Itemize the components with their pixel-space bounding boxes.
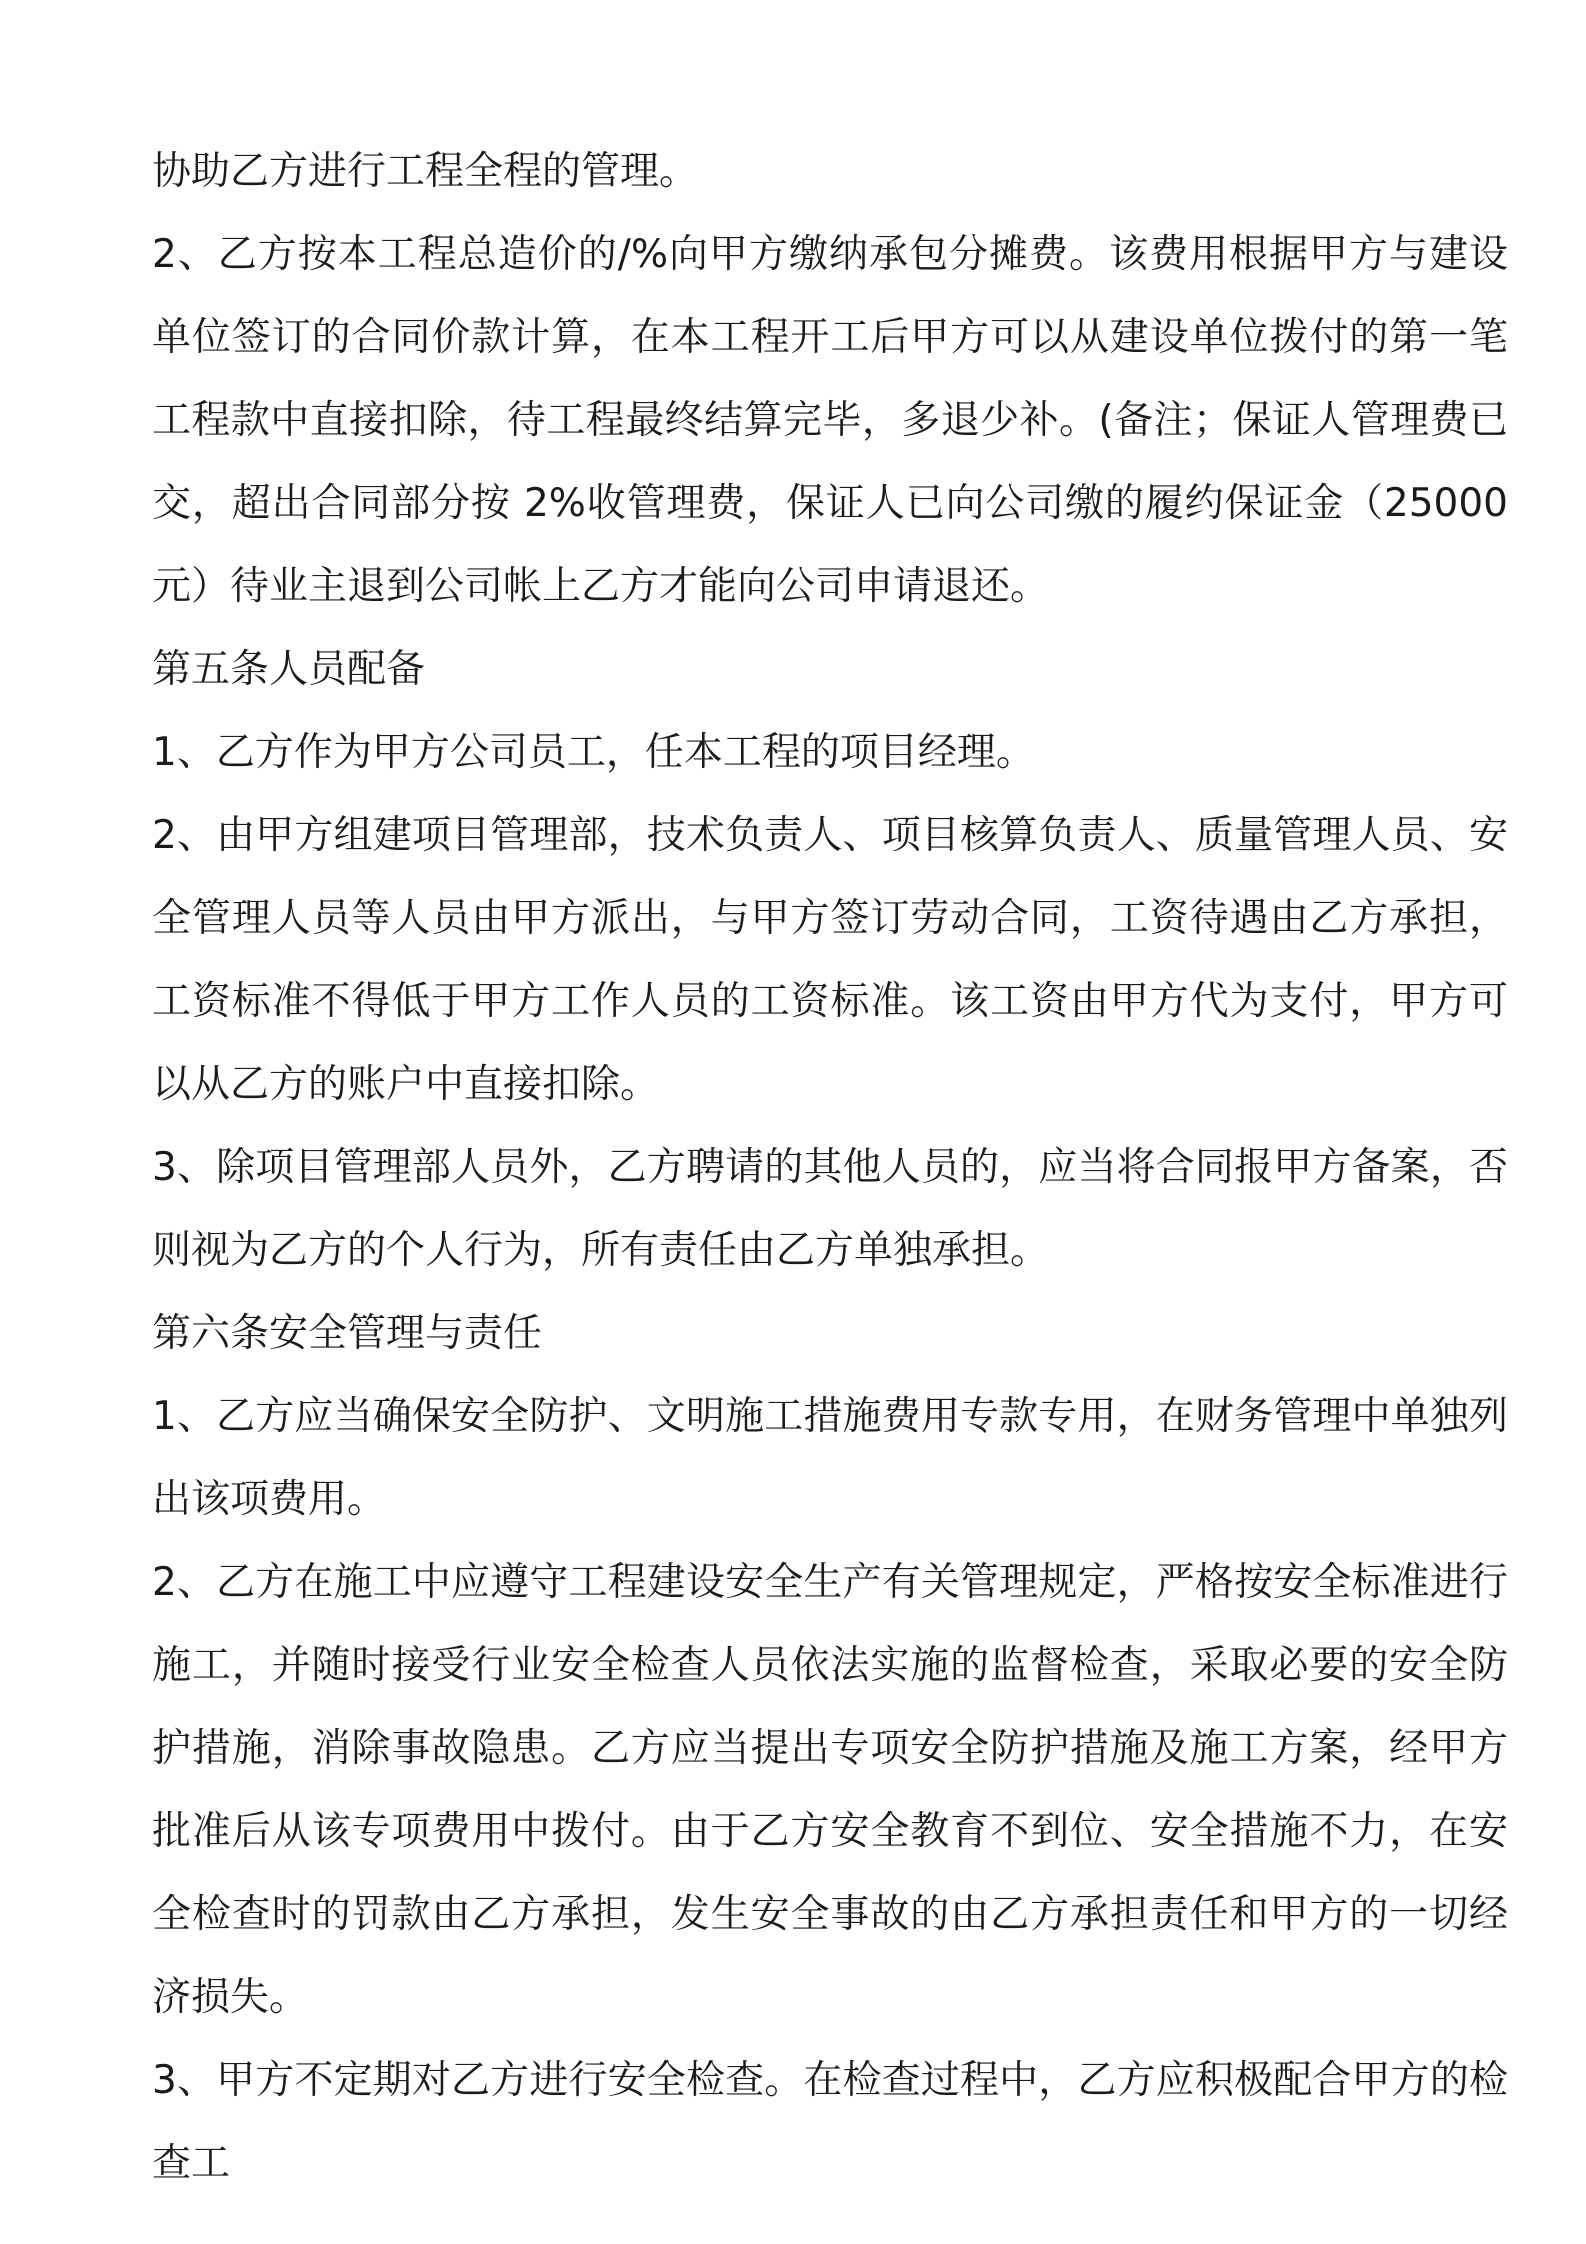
- paragraph-clause-4-item-2: 2、乙方按本工程总造价的/%向甲方缴纳承包分摊费。该费用根据甲方与建设单位签订的合同价款计算，在本工程开工后甲方可以从建设单位拨付的第一笔工程款中直接扣除，待工程最终结算完毕，多退少补。(备注；保证人管理费已交，超出合同部分按 2%收管理费，保证人已向公司缴的履约保证金（25000 元）待业主退到公司帐上乙方才能向公司申请退还。: [152, 232, 1508, 609]
- paragraph-article-6-item-2: 2、乙方在施工中应遵守工程建设安全生产有关管理规定，严格按安全标准进行施工，并随时接受行业安全检查人员依法实施的监督检查，采取必要的安全防护措施，消除事故隐患。乙方应当提出专项安全防护措施及施工方案，经甲方批准后从该专项费用中拨付。由于乙方安全教育不到位、安全措施不力，在安全检查时的罚款由乙方承担，发生安全事故的由乙方承担责任和甲方的一切经济损失。: [152, 1560, 1508, 2020]
- paragraph-article-5-item-1: 1、乙方作为甲方公司员工，任本工程的项目经理。: [152, 730, 1035, 775]
- section-heading-article-6: 第六条安全管理与责任: [152, 1311, 543, 1356]
- paragraph-article-5-item-3: 3、除项目管理部人员外，乙方聘请的其他人员的，应当将合同报甲方备案，否则视为乙方的个人行为，所有责任由乙方单独承担。: [152, 1145, 1508, 1273]
- paragraph-article-5-item-2: 2、由甲方组建项目管理部，技术负责人、项目核算负责人、质量管理人员、安全管理人员等人员由甲方派出，与甲方签订劳动合同，工资待遇由乙方承担，工资标准不得低于甲方工作人员的工资标准。该工资由甲方代为支付，甲方可以从乙方的账户中直接扣除。: [152, 813, 1508, 1107]
- paragraph-article-6-item-3: 3、甲方不定期对乙方进行安全检查。在检查过程中，乙方应积极配合甲方的检查工: [152, 2058, 1508, 2186]
- paragraph-article-6-item-1: 1、乙方应当确保安全防护、文明施工措施费用专款专用，在财务管理中单独列出该项费用。: [152, 1394, 1508, 1522]
- section-heading-article-5: 第五条人员配备: [152, 647, 426, 692]
- paragraph-continuation: 协助乙方进行工程全程的管理。: [152, 149, 699, 194]
